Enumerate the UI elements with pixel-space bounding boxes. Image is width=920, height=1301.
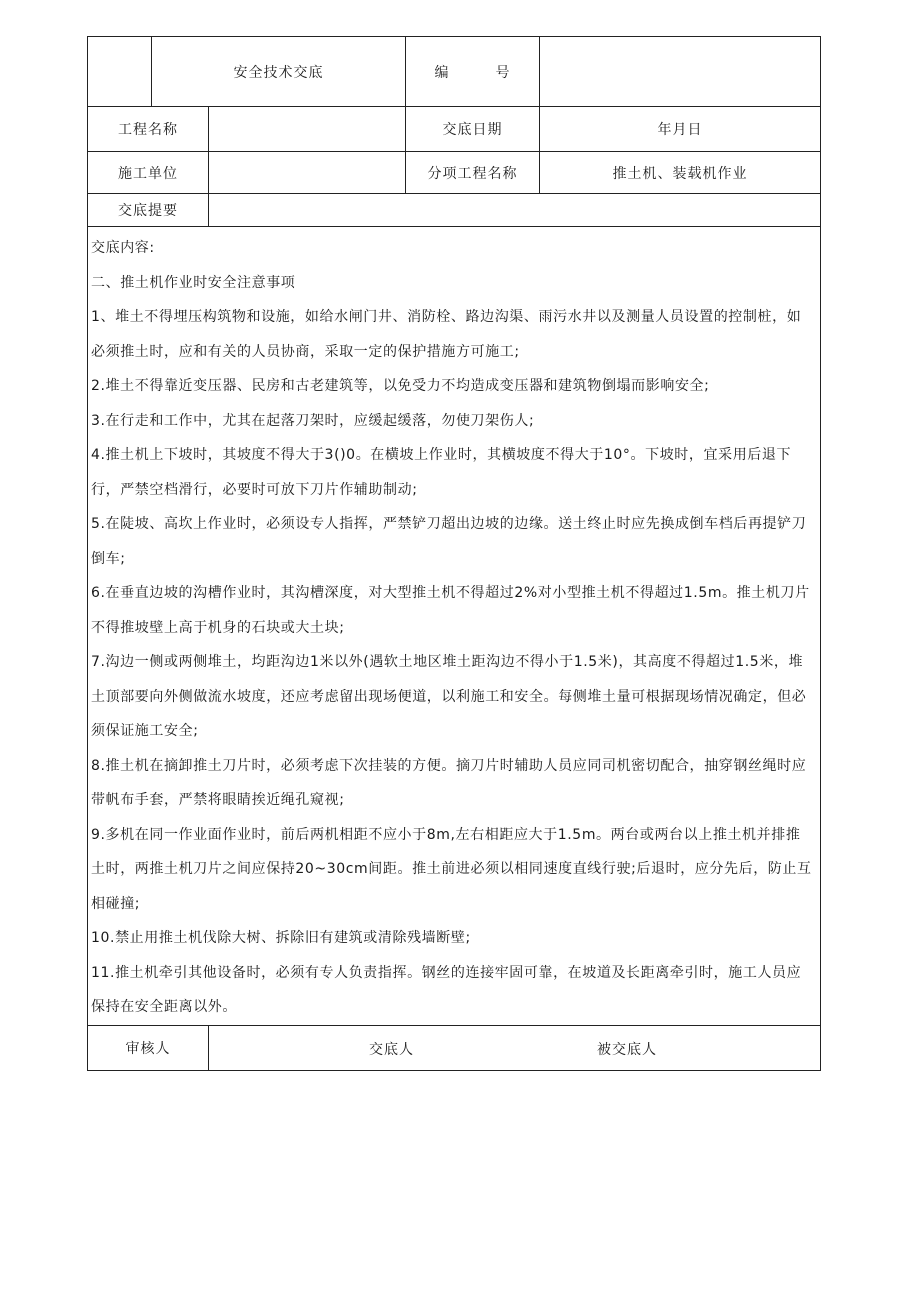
summary-label: 交底提要	[88, 194, 209, 227]
unit-value[interactable]	[209, 152, 406, 194]
disclosure-form	[87, 36, 820, 1071]
content-item-3: 3.在行走和工作中，尤其在起落刀架时，应缓起缓落，勿使刀架伤人;	[91, 412, 535, 429]
header-row	[88, 37, 821, 107]
content-item-5: 5.在陡坡、高坎上作业时，必须设专人指挥，严禁铲刀超出边坡的边缘。送土终止时应先换成倒车档后再提铲刀倒车;	[91, 516, 807, 567]
project-row	[88, 107, 821, 152]
content-cell	[88, 227, 821, 1026]
code-label-right: 号	[495, 64, 511, 81]
content-item-10: 10.禁止用推土机伐除大树、拆除旧有建筑或清除残墙断壁;	[91, 930, 471, 946]
reviewer-label: 审核人	[88, 1025, 209, 1070]
content-item-6: 6.在垂直边坡的沟槽作业时，其沟槽深度，对大型推土机不得超过2%对小型推土机不得超过1.5m。推土机刀片不得推坡壁上高于机身的石块或大土块;	[91, 585, 810, 636]
signature-cell	[209, 1025, 821, 1070]
content-row	[88, 227, 821, 1026]
unit-label: 施工单位	[88, 152, 209, 194]
code-label-left: 编	[434, 64, 450, 81]
code-value[interactable]	[540, 37, 821, 107]
content-item-11: 11.推土机牵引其他设备时，必须有专人负责指挥。钢丝的连接牢固可靠，在坡道及长距离牵引时，施工人员应保持在安全距离以外。	[91, 964, 802, 1015]
content-item-9: 9.多机在同一作业面作业时，前后两机相距不应小于8m,左右相距应大于1.5m。两台或两台以上推土机并排推土时，两推土机刀片之间应保持20~30cm间距。推土前进必须以相同速度直线行驶;后退时，应分先后，防止互相碰撞;	[91, 826, 812, 912]
content-item-7: 7.沟边一侧或两侧堆土，均距沟边1米以外(遇软土地区堆土距沟边不得小于1.5米)，其高度不得超过1.5米，堆土顶部要向外侧做流水坡度，还应考虑留出现场便道，以利施工和安全。每侧堆土量可根据现场情况确定，但必须保证施工安全;	[91, 654, 807, 739]
subitem-label: 分项工程名称	[406, 152, 540, 194]
signature-row	[88, 1025, 821, 1070]
project-name-value[interactable]	[209, 107, 406, 152]
form-title: 安全技术交底	[152, 37, 406, 107]
header-blank-cell	[88, 37, 152, 107]
content-heading: 交底内容:	[91, 240, 155, 256]
receiver-label: 被交底人	[597, 1041, 657, 1058]
form-table	[87, 36, 821, 1071]
content-item-2: 2.堆土不得靠近变压器、民房和古老建筑等，以免受力不均造成变压器和建筑物倒塌而影响安全;	[91, 378, 710, 394]
summary-value[interactable]	[209, 194, 821, 227]
content-item-8: 8.推土机在摘卸推土刀片时，必须考虑下次挂装的方便。摘刀片时辅助人员应同司机密切配合，抽穿钢丝绳时应带帆布手套，严禁将眼睛挨近绳孔窥视;	[91, 757, 807, 808]
project-name-label: 工程名称	[88, 107, 209, 152]
content-item-4: 4.推土机上下坡时，其坡度不得大于3()0。在横坡上作业时，其横坡度不得大于10°。下坡时，宜采用后退下行，严禁空档滑行，必要时可放下刀片作辅助制动;	[91, 447, 792, 498]
unit-row	[88, 152, 821, 194]
content-item-1: 1、堆土不得埋压构筑物和设施，如给水闸门井、消防栓、路边沟渠、雨污水井以及测量人员设置的控制桩，如必须推土时，应和有关的人员协商，采取一定的保护措施方可施工;	[91, 309, 802, 360]
date-value[interactable]: 年月日	[540, 107, 821, 152]
subitem-value[interactable]: 推土机、装载机作业	[540, 152, 821, 194]
code-label	[406, 37, 540, 107]
date-label: 交底日期	[406, 107, 540, 152]
discloser-label: 交底人	[369, 1041, 414, 1058]
summary-row	[88, 194, 821, 227]
content-section-title: 二、推土机作业时安全注意事项	[91, 274, 296, 291]
